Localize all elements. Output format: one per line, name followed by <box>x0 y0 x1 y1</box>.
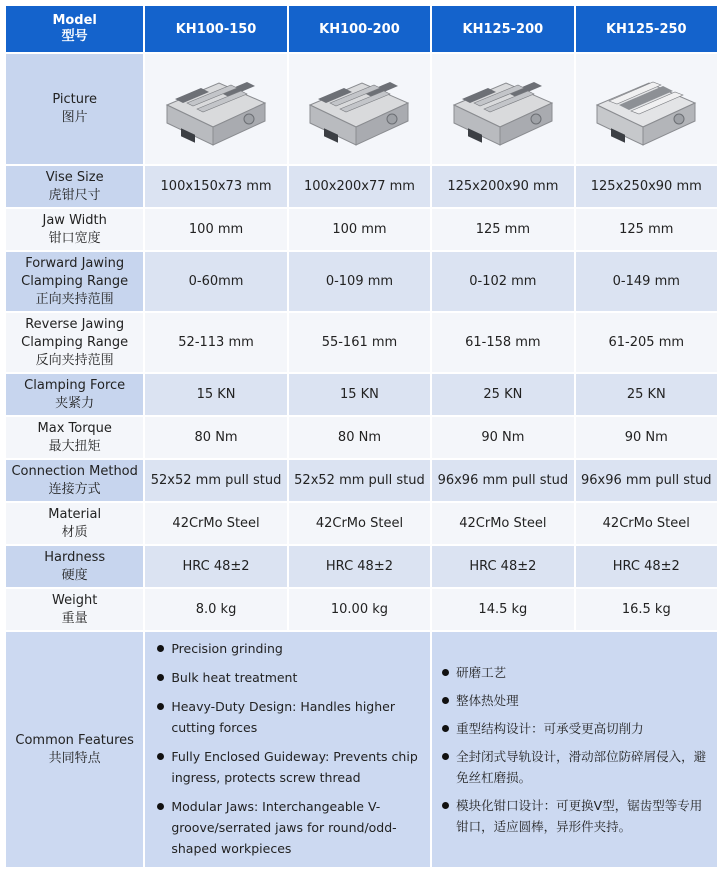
feature-item: Heavy-Duty Design: Handles higher cutting forces <box>155 696 424 738</box>
model-name-3: KH125-200 <box>432 6 573 52</box>
spec-value: HRC 48±2 <box>432 546 573 587</box>
spec-value: 25 KN <box>576 374 717 415</box>
spec-row <box>6 546 717 587</box>
features-row <box>6 632 717 867</box>
spec-label-line: 重量 <box>61 610 88 626</box>
vise-product-image <box>587 65 705 153</box>
spec-label-line: Clamping Range <box>21 273 129 289</box>
spec-value: 0-60mm <box>145 252 286 311</box>
spec-value: 96x96 mm pull stud <box>432 460 573 501</box>
vise-product-image <box>300 65 418 153</box>
spec-label-line: Connection Method <box>11 463 138 479</box>
spec-label-line: Jaw Width <box>42 212 107 228</box>
spec-label-line: 虎钳尺寸 <box>48 187 101 203</box>
spec-value: 52x52 mm pull stud <box>145 460 286 501</box>
spec-value: 14.5 kg <box>432 589 573 630</box>
spec-label-line: 反向夹持范围 <box>35 352 114 368</box>
features-label <box>6 632 143 867</box>
spec-label <box>6 546 143 587</box>
spec-label-line: 最大扭矩 <box>48 438 101 454</box>
spec-value: 96x96 mm pull stud <box>576 460 717 501</box>
spec-value: 90 Nm <box>576 417 717 458</box>
spec-label-line: 钳口宽度 <box>48 230 101 246</box>
spec-label-line: Clamping Range <box>21 334 129 350</box>
spec-table <box>4 4 719 869</box>
spec-value: 0-109 mm <box>289 252 430 311</box>
features-cn-list <box>440 662 713 837</box>
vise-image-cell <box>145 54 286 164</box>
spec-value: 25 KN <box>432 374 573 415</box>
feature-item: Modular Jaws: Interchangeable V-groove/serrated jaws for round/odd-shaped workpieces <box>155 796 424 859</box>
spec-value: 15 KN <box>145 374 286 415</box>
feature-item: Bulk heat treatment <box>155 667 424 688</box>
spec-value: 125 mm <box>576 209 717 250</box>
spec-value: 100x150x73 mm <box>145 166 286 207</box>
spec-label <box>6 503 143 544</box>
spec-row <box>6 460 717 501</box>
picture-label-cn: 图片 <box>61 110 88 125</box>
spec-label-line: Reverse Jawing <box>25 316 125 332</box>
vise-image-cell <box>432 54 573 164</box>
spec-value: 125x250x90 mm <box>576 166 717 207</box>
spec-label <box>6 313 143 372</box>
spec-value: 100x200x77 mm <box>289 166 430 207</box>
spec-label <box>6 209 143 250</box>
spec-value: 8.0 kg <box>145 589 286 630</box>
spec-label <box>6 460 143 501</box>
features-en-list <box>155 638 424 859</box>
spec-label-line: 硬度 <box>61 567 88 583</box>
spec-value: 42CrMo Steel <box>145 503 286 544</box>
spec-value: 0-149 mm <box>576 252 717 311</box>
feature-item: Fully Enclosed Guideway: Prevents chip ingress, protects screw thread <box>155 746 424 788</box>
spec-label-line: Vise Size <box>45 169 104 185</box>
spec-value: 61-158 mm <box>432 313 573 372</box>
model-name-4: KH125-250 <box>576 6 717 52</box>
spec-value: 52x52 mm pull stud <box>289 460 430 501</box>
model-header-cell <box>6 6 143 52</box>
spec-value: 15 KN <box>289 374 430 415</box>
feature-item: 重型结构设计：可承受更高切削力 <box>440 718 713 739</box>
spec-row <box>6 503 717 544</box>
feature-item: 整体热处理 <box>440 690 713 711</box>
spec-row <box>6 166 717 207</box>
feature-item: 模块化钳口设计：可更换V型，锯齿型等专用钳口，适应圆棒，异形件夹持。 <box>440 795 713 837</box>
spec-value: 100 mm <box>145 209 286 250</box>
model-name-1: KH100-150 <box>145 6 286 52</box>
spec-value: 42CrMo Steel <box>576 503 717 544</box>
vise-image-cell <box>289 54 430 164</box>
spec-label-line: Material <box>48 506 102 522</box>
spec-label-line: Hardness <box>44 549 106 565</box>
vise-image-cell <box>576 54 717 164</box>
header-row <box>6 6 717 52</box>
spec-label <box>6 589 143 630</box>
spec-label <box>6 252 143 311</box>
spec-row <box>6 417 717 458</box>
spec-label-line: Clamping Force <box>24 377 126 393</box>
model-label-en: Model <box>52 13 97 28</box>
spec-value: 125x200x90 mm <box>432 166 573 207</box>
model-name-2: KH100-200 <box>289 6 430 52</box>
spec-label <box>6 374 143 415</box>
spec-label-line: 正向夹持范围 <box>35 291 114 307</box>
spec-value: 125 mm <box>432 209 573 250</box>
spec-value: HRC 48±2 <box>576 546 717 587</box>
spec-value: 42CrMo Steel <box>289 503 430 544</box>
spec-label-line: 夹紧力 <box>55 395 95 411</box>
feature-item: Precision grinding <box>155 638 424 659</box>
spec-row <box>6 589 717 630</box>
spec-label-line: Forward Jawing <box>25 255 125 271</box>
features-label-line: Common Features <box>15 732 134 748</box>
spec-value: 0-102 mm <box>432 252 573 311</box>
picture-label-en: Picture <box>52 92 98 107</box>
spec-value: 16.5 kg <box>576 589 717 630</box>
features-label-line: 共同特点 <box>48 750 101 766</box>
spec-label-line: Weight <box>52 592 98 608</box>
features-en-cell <box>145 632 430 867</box>
spec-row <box>6 374 717 415</box>
spec-value: 90 Nm <box>432 417 573 458</box>
features-cn-cell <box>432 632 717 867</box>
spec-value: 100 mm <box>289 209 430 250</box>
vise-product-image <box>157 65 275 153</box>
spec-value: HRC 48±2 <box>289 546 430 587</box>
model-label-cn: 型号 <box>61 29 88 44</box>
spec-row <box>6 313 717 372</box>
spec-row <box>6 209 717 250</box>
spec-value: 55-161 mm <box>289 313 430 372</box>
feature-item: 全封闭式导轨设计，滑动部位防碎屑侵入，避免丝杠磨损。 <box>440 746 713 788</box>
spec-value: 80 Nm <box>289 417 430 458</box>
spec-value: HRC 48±2 <box>145 546 286 587</box>
feature-item: 研磨工艺 <box>440 662 713 683</box>
spec-label-line: 材质 <box>61 524 88 540</box>
spec-value: 10.00 kg <box>289 589 430 630</box>
spec-label-line: 连接方式 <box>48 481 101 497</box>
spec-label-line: Max Torque <box>37 420 112 436</box>
spec-value: 42CrMo Steel <box>432 503 573 544</box>
spec-value: 52-113 mm <box>145 313 286 372</box>
spec-row <box>6 252 717 311</box>
spec-value: 80 Nm <box>145 417 286 458</box>
spec-value: 61-205 mm <box>576 313 717 372</box>
picture-label <box>6 54 143 164</box>
vise-product-image <box>444 65 562 153</box>
spec-label <box>6 417 143 458</box>
picture-row <box>6 54 717 164</box>
spec-label <box>6 166 143 207</box>
